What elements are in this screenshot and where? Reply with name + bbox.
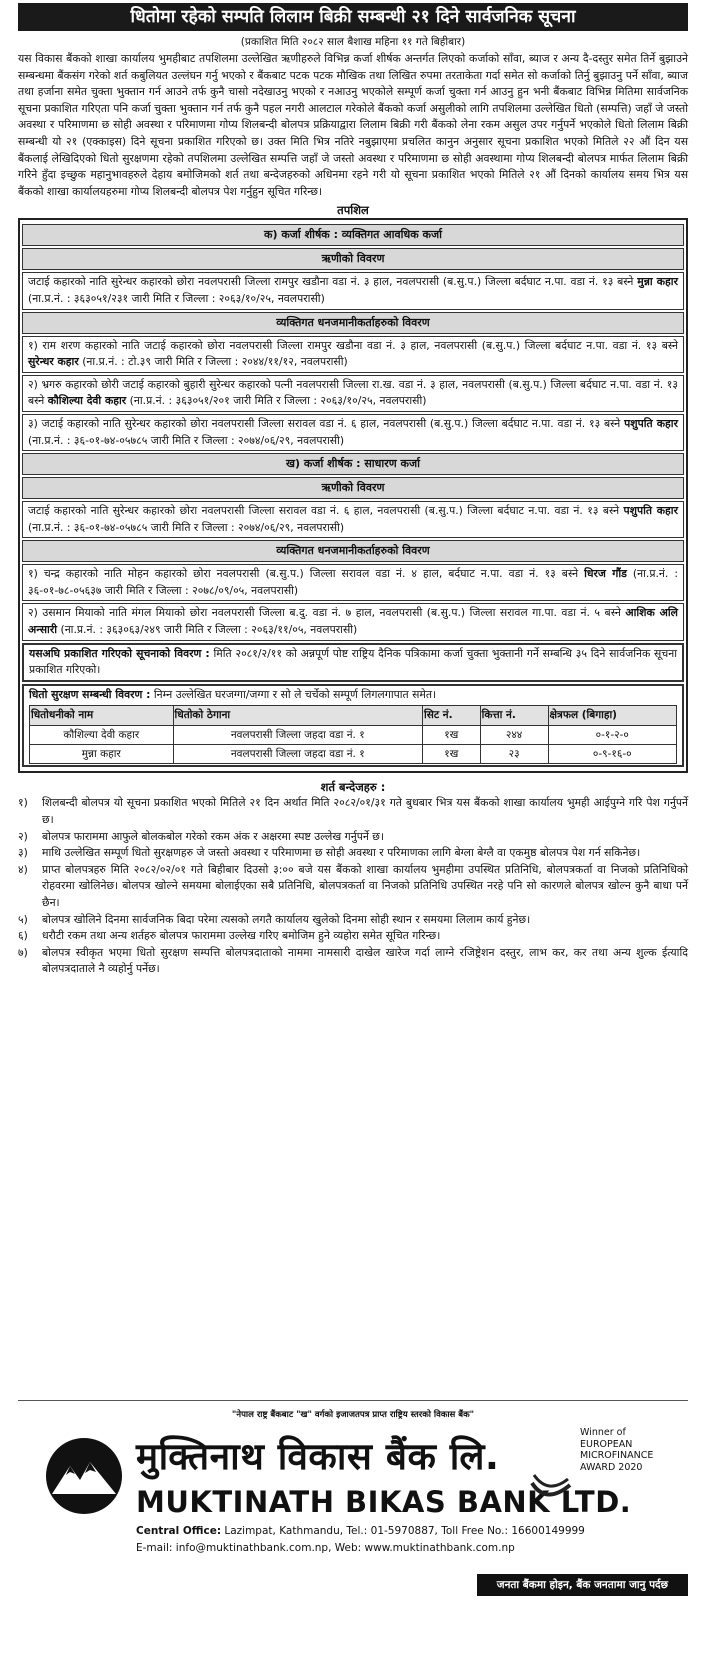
guarantor-id: (ना.प्र.नं. : टो.३९ जारी मिति र जिल्ला : २०४४/११/१२, नवलपरासी) [78, 355, 348, 369]
loan-a-guarantor-2 [22, 375, 684, 412]
guarantor-id: (ना.प्र.नं. : ३६-०१-७८-०५६३७ जारी मिति र जिल्ला : २०७८/०९/०५, नवलपरासी) [28, 567, 678, 597]
loan-a-guarantor-3 [22, 414, 684, 451]
previous-notice [22, 643, 684, 682]
bank-name-nepali: मुक्तिनाथ विकास बैंक लि. [136, 1435, 500, 1478]
condition-number: ४) [18, 862, 28, 876]
collateral-table [29, 705, 677, 764]
condition-text: बोलपत्र स्वीकृत भएमा धितो सुरक्षण सम्पत्ति बोलपत्रदाताको नाममा नामसारी दाखेल खारेज गर्दा लाग्ने रजिष्ट्रेशन दस्तुर, लाभ कर, कर तथा अन्य शुल्क ईत्यादि बोलपत्रदाताले नै व्यहोर्नु पर्नेछ। [42, 945, 688, 976]
award-text [580, 1427, 700, 1473]
notice-title: धितोमा रहेको सम्पति लिलाम बिक्री सम्बन्धी २१ दिने सार्वजनिक सूचना [18, 3, 688, 31]
guarantor-address: १) चन्द्र कहारको नाति मोहन कहारको छोरा नवलपरासी (ब.सु.प.) जिल्ला सरावल वडा नं. ४ हाल, बर्दघाट न.पा. वडा नं. १३ बस्ने [28, 567, 585, 581]
table-row [30, 726, 677, 745]
loan-b-heading: ख) कर्जा शीर्षक : साधारण कर्जा [22, 453, 684, 475]
contact-web: E-mail: info@muktinathbank.com.np, Web: www.muktinathbank.com.np [136, 1542, 515, 1554]
bank-logo-icon [44, 1436, 124, 1516]
conditions-heading: शर्त बन्देजहरु : [320, 780, 386, 795]
office-address: Lazimpat, Kathmandu, Tel.: 01-5970887, Toll Free No.: 16600149999 [221, 1525, 585, 1537]
collateral-section [22, 684, 684, 768]
guarantor-name: सुरेन्धर कहार [28, 355, 79, 369]
condition-number: १) [18, 796, 28, 810]
loan-a-borrower-heading: ऋणीको विवरण [22, 248, 684, 270]
condition-item [18, 795, 688, 828]
table-cell: कौशिल्या देवी कहार [30, 726, 174, 745]
table-cell: नवलपरासी जिल्ला जहदा वडा नं. १ [173, 726, 423, 745]
table-cell: २४४ [480, 726, 548, 745]
loan-a-guarantor-1 [22, 336, 684, 373]
column-header: सिट नं. [423, 706, 481, 726]
guarantor-id: (ना.प्र.नं. : ३६३०६३/२४९ जारी मिति र जिल्ला : २०६३/११/०५, नवलपरासी) [57, 623, 358, 637]
condition-number: २) [18, 829, 28, 843]
table-cell: २३ [480, 745, 548, 764]
borrower-address: जटाई कहारको नाति सुरेन्धर कहारको छोरा नवलपरासी जिल्ला रामपुर खडौना वडा नं. ३ हाल, नवलपरासी (ब.सु.प.) जिल्ला बर्दघाट न.पा. वडा नं. १३ बस्ने [28, 275, 638, 289]
guarantor-id: (ना.प्र.नं. : ३६-०१-७४-०५७८५ जारी मिति र जिल्ला : २०७४/०६/२९, नवलपरासी) [28, 433, 345, 447]
loan-b-borrower-heading: ऋणीको विवरण [22, 477, 684, 499]
table-cell: १ख [423, 745, 481, 764]
condition-item [18, 945, 688, 978]
table-cell: ०-९-१६-० [548, 745, 676, 764]
bank-license-note: "नेपाल राष्ट्र बैंकबाट "ख" वर्गको इजाजतपत्र प्राप्त राष्ट्रिय स्तरको विकास बैंक" [231, 1410, 475, 1420]
borrower-id: (ना.प्र.नं. : ३६-०१-७४-०५७८५ जारी मिति र जिल्ला : २०७४/०६/२९, नवलपरासी) [28, 520, 345, 534]
condition-text: माथि उल्लेखित सम्पूर्ण धितो सुरक्षणहरु जे जस्तो अवस्था र परिमाणमा छ सोही अवस्था र परिमाणका लागि बेग्ला बेग्लै वा एकमुष्ठ बोलपत्र पेश गर्न सकिनेछ। [42, 846, 641, 860]
bank-slogan: जनता बैंकमा होइन, बैंक जनतामा जानु पर्दछ [477, 1574, 688, 1596]
collateral-text: निम्न उल्लेखित घरजग्गा/जग्गा र सो ले चर्चेको सम्पूर्ण लिगलगापात समेत। [150, 687, 437, 701]
borrower-name: मुन्ना कहार [637, 275, 679, 289]
condition-number: ३) [18, 846, 28, 860]
guarantor-name: पशुपति कहार [624, 416, 678, 430]
loan-b-guarantor-2 [22, 603, 684, 640]
condition-text: धरौटी रकम तथा अन्य शर्तहरु बोलपत्र फाराममा उल्लेख गरिए बमोजिम हुने व्यहोरा समेत सूचित गरिन्छ। [42, 929, 441, 943]
guarantor-name: कौशिल्या देवी कहार [47, 394, 127, 408]
office-label: Central Office: [136, 1525, 222, 1537]
award-line: MICROFINANCE [580, 1450, 654, 1461]
award-line: Winner of [580, 1427, 626, 1438]
loan-b-borrower [22, 501, 684, 538]
condition-item [18, 829, 688, 846]
condition-number: ६) [18, 929, 28, 943]
guarantor-address: ३) जटाई कहारको नाति सुरेन्धर कहारको छोरा नवलपरासी जिल्ला सरावल वडा नं. ६ हाल, नवलपरासी (ब.सु.प.) जिल्ला बर्दघाट न.पा. वडा नं. १३ बस्ने [28, 416, 625, 430]
condition-text: प्राप्त बोलपत्रहरु मिति २०८२/०२/०१ गते बिहीबार दिउसो ३:०० बजे यस बैंकको शाखा कार्यालय भुमहीमा उपस्थित प्रतिनिधि, बोलपत्रकर्ता वा निजको प्रतिनिधिको रोहवरमा खोलिनेछ। बोलपत्र खोल्ने समयमा बोलाईएका सबै प्रतिनिधि, बोलपत्रकर्ता वा निजको प्रतिनिधि उपस्थित नरहे पनि सो कारणले बोलपत्र खोल्न कुनै बाधा पर्ने छैन। [42, 862, 688, 909]
award-line: AWARD 2020 [580, 1461, 643, 1473]
column-header: धितोधनीको नाम [30, 706, 174, 726]
guarantor-address: १) राम शरण कहारको नाति जटाई कहारको छोरा नवलपरासी जिल्ला रामपुर खडौना वडा नं. ३ हाल, नवलपरासी (ब.सु.प.) जिल्ला बर्दघाट न.पा. वडा नं. १३ बस्ने [28, 338, 678, 352]
table-cell: १ख [423, 726, 481, 745]
loan-a-borrower [22, 272, 684, 309]
condition-item [18, 928, 688, 945]
conditions-list [18, 795, 688, 978]
table-row [30, 745, 677, 764]
award-line: EUROPEAN [580, 1438, 633, 1450]
table-cell: ०-१-२-० [548, 726, 676, 745]
borrower-address: जटाई कहारको नाति सुरेन्धर कहारको छोरा नवलपरासी जिल्ला सरावल वडा नं. ६ हाल, नवलपरासी (ब.सु.प.) जिल्ला बर्दघाट न.पा. वडा नं. १३ बस्ने [28, 504, 624, 518]
guarantor-address: २) उसमान मियाको नाति मंगल मियाको छोरा नवलपरासी जिल्ला ब.दु. वडा नं. ७ हाल, नवलपरासी (ब.सु.प.) जिल्ला सरावल गा.पा. वडा नं. ५ बस्ने [28, 606, 626, 620]
loan-b-guarantor-1 [22, 564, 684, 601]
condition-item [18, 845, 688, 862]
column-header: कित्ता नं. [480, 706, 548, 726]
column-header: क्षेत्रफल (बिगाहा) [548, 706, 676, 726]
details-section [18, 218, 688, 773]
collateral-label: धितो सुरक्षण सम्बन्धी विवरण : [29, 687, 151, 701]
published-date: (प्रकाशित मिति २०८२ साल बैशाख महिना ११ गते बिहीबार) [240, 36, 466, 48]
bank-name-english: MUKTINATH BIKAS BANK LTD. [136, 1485, 632, 1519]
bank-footer [18, 1400, 688, 1664]
central-office [136, 1525, 585, 1537]
guarantor-address: २) भ्रगरु कहारको छोरी जटाई कहारको बुहारी सुरेन्धर कहारको पत्नी नवलपरासी जिल्ला रा.ख. वडा नं. ३ हाल, नवलपरासी (ब.सु.प.) जिल्ला बर्दघाट न.पा. वडा नं. १३ बस्ने [28, 377, 678, 408]
guarantor-name: आशिक अलि अन्सारी [28, 606, 678, 637]
table-cell: नवलपरासी जिल्ला जहदा वडा नं. १ [173, 745, 423, 764]
loan-b-guarantor-heading: व्यक्तिगत धनजमानीकर्ताहरुको विवरण [22, 540, 684, 562]
borrower-name: पशुपति कहार [623, 504, 678, 518]
condition-item [18, 912, 688, 929]
guarantor-id: (ना.प्र.नं. : ३६३०५१/२०१ जारी मिति र जिल्ला : २०६३/१०/२५, नवलपरासी) [126, 394, 427, 408]
condition-text: शिलबन्दी बोलपत्र यो सूचना प्रकाशित भएको मितिले २१ दिन अर्थात मिति २०८२/०१/३१ गते बुधबार भित्र यस बैंकको शाखा कार्यालय भुमही आईपुग्ने गरि पेश गर्नुपर्ने छ। [42, 796, 688, 827]
intro-paragraph: यस विकास बैंकको शाखा कार्यालय भुमहीबाट तपशिलमा उल्लेखित ऋणीहरुले विभिन्न कर्जा शीर्षक अन्तर्गत लिएको कर्जाको साँवा, ब्याज र अन्य दै-दस्तुर समेत तिर्ने बुझाउने सम्बन्धमा बैंकसंग गरेको शर्त कबुलियत उल्लंघन गर्नु भएको र बैंकबाट पटक पटक मौखिक तथा लिखित रुपमा तरताकेता गर्दा समेत सो कर्जाको तिर्नु बुझाउनु पर्ने साँवा, ब्याज तथा हर्जाना समेत चुक्ता भुक्तान गर्न आउने तर्फ कुनै चासो नदेखाउनु भएको र नआउनु भएकोले सम्पूर्ण कर्जा चुक्ता गर्न आउनु हुन भनी बैंकबाट विभिन्न मितिमा सार्वजनिक सूचना प्रकाशित गरिएता पनि कर्जा चुक्ता भुक्तान गर्न तर्फ कुनै पहल नगरी आलटाल गरेकोले बैंकको कर्जा असुलीको लागि तपशिलमा उल्लेखित धितो (सम्पत्ति) जहाँ जे जस्तो अवस्था र परिमाणमा छ सोही अवस्था र परिमाणमा गोप्य शिलबन्दी बोलपत्र प्रक्रियाद्वारा लिलाम बिक्री गरी बैंकको लेना रकम असुल उपर गर्नुपर्ने भएकोले धितो लिलाम बिक्री सम्बन्धी यो २१ (एक्काइस) दिने सूचना प्रकाशित गरिएको छ। उक्त मिति भित्र नतिरे नबुझाएमा प्रचलित कानुन अनुसार सूचना प्रकाशित भएको मितिले २२ औं दिन यस बैंकलाई लेखिदिएको धितो सुरक्षणमा रहेको तपशिलमा उल्लेखित सम्पत्ति जहाँ जे जस्तो अवस्था र परिमाणमा छ सोही अवस्थामा गोप्य शिलबन्दी बोलपत्र मार्फत लिलाम बिक्री गरिने हुँदा इच्छुक महानुभावहरुले देहाय बमोजिमको शर्त तथा बन्देजहरुको अधिनमा रहने गरी यो सूचना प्रकाशित भएको मितिले २१ औं दिनको कार्यालय समय भित्र यस बैंकको शाखा कार्यालयहरुमा गोप्य शिलबन्दी बोलपत्र पेश गर्नुहुन सूचित गरिन्छ। [18, 52, 688, 198]
condition-item [18, 862, 688, 912]
previous-notice-label: यसअघि प्रकाशित गरिएको सूचनाको विवरण : [29, 646, 210, 660]
guarantor-name: धिरज गौंड [584, 567, 627, 581]
condition-number: ५) [18, 912, 28, 926]
previous-notice-text: मिति २०८१/२/११ को अन्नपूर्ण पोष्ट राष्ट्रिय दैनिक पत्रिकामा कर्जा चुक्ता भुक्तानी गर्ने सम्बन्धि ३५ दिने सार्वजनिक सूचना प्रकाशित गरिएको। [29, 646, 677, 677]
details-heading: तपशिल [337, 203, 369, 218]
table-cell: मुन्ना कहार [30, 745, 174, 764]
condition-text: बोलपत्र फाराममा आफुले बोलकबोल गरेको रकम अंक र अक्षरमा स्पष्ट उल्लेख गर्नुपर्ने छ। [42, 829, 384, 843]
column-header: धितोको ठेगाना [173, 706, 423, 726]
table-header-row [30, 706, 677, 726]
condition-number: ७) [18, 945, 28, 959]
loan-a-heading: क) कर्जा शीर्षक : व्यक्तिगत आवधिक कर्जा [22, 224, 684, 246]
condition-text: बोलपत्र खोलिने दिनमा सार्वजनिक बिदा परेमा त्यसको लगतै कार्यालय खुलेको दिनमा सोही स्थान र समयमा लिलाम कार्य हुनेछ। [42, 912, 531, 926]
loan-a-guarantor-heading: व्यक्तिगत धनजमानीकर्ताहरुको विवरण [22, 312, 684, 334]
borrower-id: (ना.प्र.नं. : ३६३०५१/२३१ जारी मिति र जिल्ला : २०६३/१०/२५, नवलपरासी) [28, 291, 325, 305]
